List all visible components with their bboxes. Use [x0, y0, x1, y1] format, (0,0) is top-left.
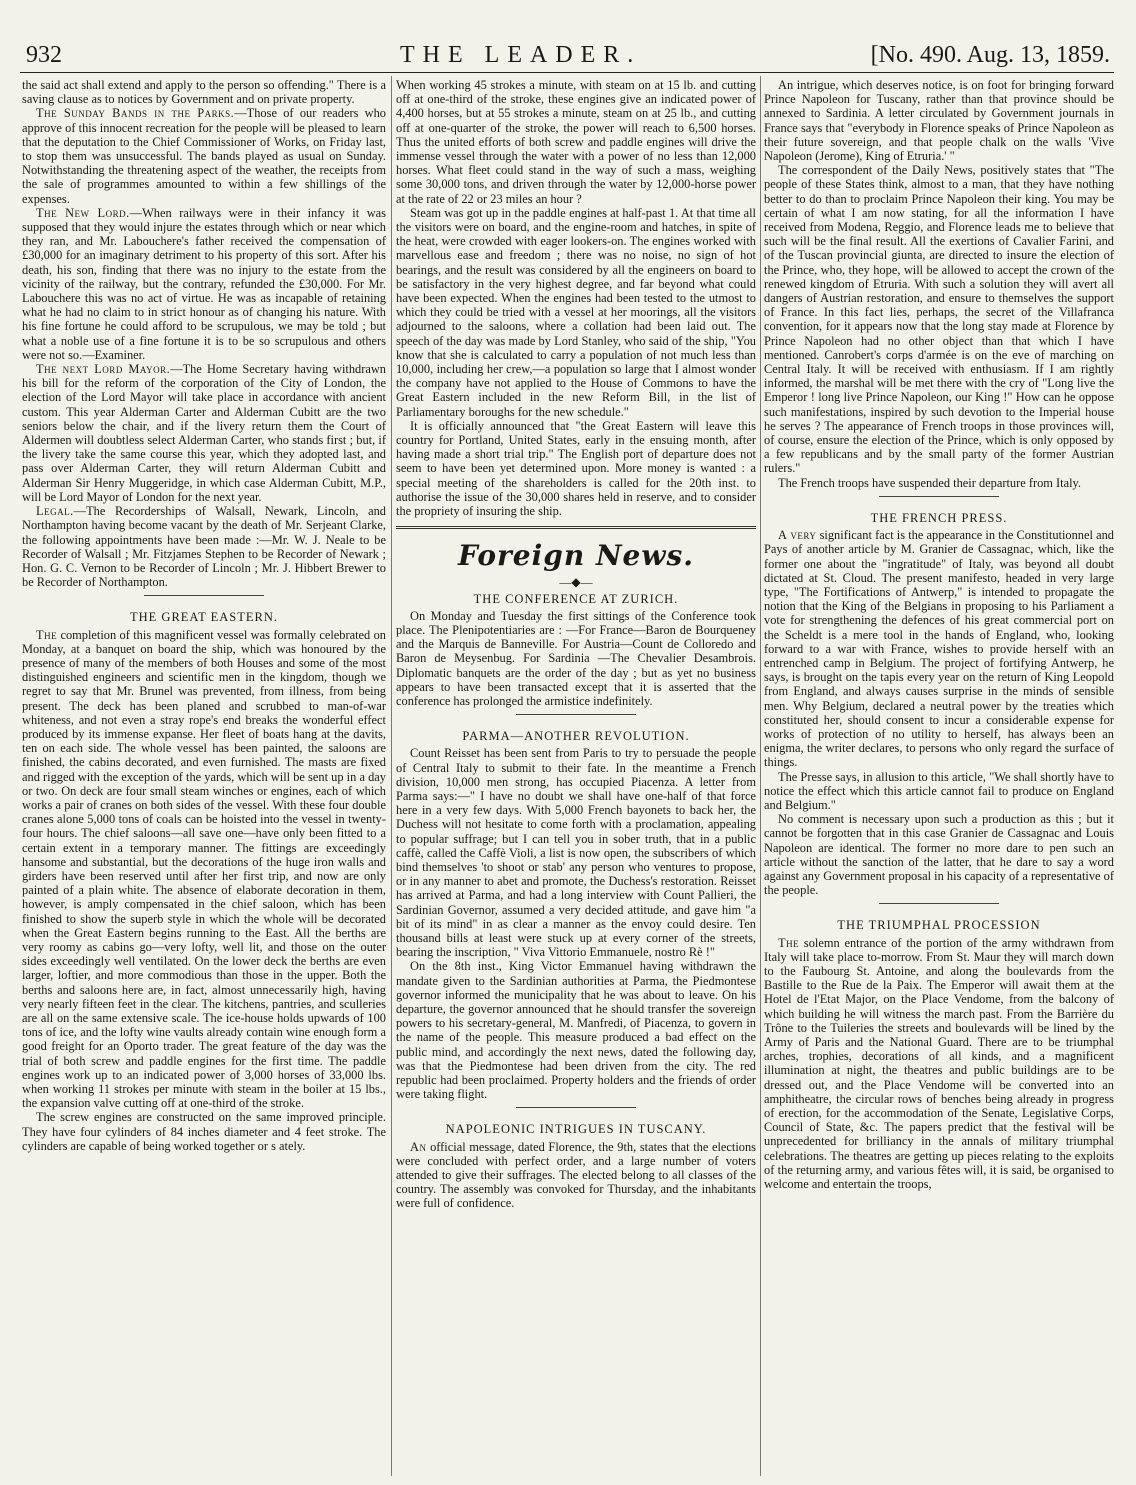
section-heading: THE CONFERENCE AT ZURICH.	[473, 591, 679, 606]
paragraph: The French troops have suspended their departure from Italy.	[778, 475, 1082, 490]
paragraph: The solemn entrance of the portion of the army withdrawn from Italy will take place to-morrow. From St. Maur they will march down to the Faubourg St. Antoine, and along the boulevards from the Bastille to the Rue de la Paix. The Emperor will await them at the Hotel de l'Etat Major, on the Place Vendome, from the balcony of which building he will witness the march past. From the Barrière du Trône to the Tuileries the streets and boulevards will be lined by the Army of Paris and the National Guard. There are to be triumphal arches, trophies, decorations of all kinds, and a magnificent illumination at night, the theatres and public buildings are to be dressed out, and the Place Vendome will be converted into an amphitheatre, the circular rows of benches being already in progress of erection, for the accommodation of the Senate, Legislative Corps, Council of State, &c. The papers predict that the festival will be unprecedented for brilliancy in the annals of military triumphal celebrations. The theatres are getting up pieces relating to the exploits of the returning army, and various fêtes will, it is said, be organised to welcome and entertain the troops,	[764, 935, 1114, 1192]
paragraph: On Monday and Tuesday the first sittings of the Conference took place. The Plenipotentiaries are : —For France—Baron de Bourqueney and the Marquis de Banneville. For Austria—Count de Colloredo and Baron de Meysenbug. For Sardinia —The Chevalier Desambrois. Diplomatic banquets are the order of the day ; but as yet no business appears to have been transacted except that it is asserted that the conference has prolonged the armistice indefinitely.	[396, 608, 756, 708]
section-rule	[396, 526, 756, 529]
column-divider	[760, 76, 761, 1476]
paper-title: THE LEADER.	[400, 42, 642, 68]
run-in-head: The	[36, 627, 58, 642]
section-rule	[879, 496, 999, 497]
paragraph: An intrigue, which deserves notice, is on foot for bringing forward Prince Napoleon for Tuscany, rather than that province should be annexed to Sardinia. A letter circulated by Government journals in France says that "everybody in Florence speaks of Prince Napoleon as their future sovereign, and that people chalk on the walls 'Vive Napoleon (Jerome), King of Etruria.' "	[764, 78, 1114, 164]
run-in-head: The New Lord.	[36, 205, 130, 220]
run-in-head: An	[410, 1139, 427, 1154]
paragraph: The New Lord.—When railways were in their infancy it was supposed that they would injure the estates through which or near which they ran, and Mr. Labouchere's father received the compensation of £30,000 for an imaginary detriment to his property of this sort. After his death, his son, finding that there was no injury to the estate from the vicinity of the railway, but the contrary, refunded the £30,000. For Mr. Labouchere this was no act of virtue. He was as incapable of retaining what he had no claim to in strict honour as of changing his nature. With his fine fortune he could afford to be scrupulous, we may be told ; but what a noble use of a fine fortune it is to be so scrupulous and others were not so.—Examiner.	[22, 205, 386, 362]
paragraph: The completion of this magnificent vessel was formally celebrated on Monday, at a banquet on board the ship, which was honoured by the presence of many of the members of both Houses and some of the most distinguished engineers and scientific men in the kingdom, though we regret to say that Mr. Brunel was prevented, from illness, from being present. The deck has been planed and scrubbed to man-of-war whiteness, and not even a stray rope's end breaks the wonderful effect produced by its immense expanse. Her fleet of boats hang at the davits, ten on each side. The whole vessel has been painted, the saloons are finished, the cabins decorated, and even furnished. The masts are fixed and rigged with the exception of the yards, which will be sent up in a day or two. On deck are four small steam winches or engines, each of which works a pair of cranes on both sides of the vessel. With these four double cranes alone 5,000 tons of coals can be hoisted into the vessel in twenty-four hours. The chief saloons—all save one—have only been fitted to a certain extent in a temporary manner. The fittings are exceedingly hansome and substantial, but the decorations of the huge iron walls and girders have been reserved until after her first trip, and now are only painted of a plain white. The absence of elaborate decoration in them, however, is amply compensated in the chief saloon, which has been finished to show the superb style in which the whole will be decorated when the Great Eastern begins running to the East. All the berths are very roomy as cabins go—very lofty, well lit, and those on the outer sides exceedingly well ventilated. On the lower deck the berths are even larger, loftier, and more commodious than those in the upper. Both the berths and saloons here are, in fact, almost unnecessarily high, having very nearly fifteen feet in the clear. The kitchens, pantries, and sculleries are all on the same extensive scale. The ice-house holds upwards of 100 tons of ice, and the lofty wine vaults already contain wine enough form a good freight for an Oporto trader. The great feature of the day was the trial of both screw and paddle engines for the first time. The paddle engines work up to an indicated power of 3,000 horses of 33,000 lbs. when working 11 strokes per minute with steam in the boiler at 15 lbs., the expansion valve cutting off at one-third of the stroke.	[22, 627, 386, 1111]
run-in-head: The Sunday Bands in the Parks.	[36, 106, 235, 121]
column-2	[396, 78, 756, 1478]
section-heading: THE GREAT EASTERN.	[130, 610, 278, 625]
section-rule	[144, 595, 264, 596]
column-1	[22, 78, 386, 1478]
column-divider	[391, 76, 392, 1476]
run-in-head: Legal.	[36, 504, 74, 519]
run-in-head: The	[778, 935, 800, 950]
paragraph: An official message, dated Florence, the 9th, states that the elections were concluded with perfect order, and a large number of voters attended to give their suffrages. The elected belong to all classes of the country. The assembly was convoked for Thursday, and the inhabitants were full of confidence.	[396, 1139, 756, 1211]
section-heading: NAPOLEONIC INTRIGUES IN TUSCANY.	[445, 1122, 707, 1137]
paragraph: On the 8th inst., King Victor Emmanuel having withdrawn the mandate given to the Sardinian authorities at Parma, the Piedmontese governor informed the municipality that he was about to leave. On his departure, the governor announced that he should transfer the sovereign powers to his secretary-general, M. Manfredi, of Piacenza, to govern in the name of the people. This measure produced a bad effect on the public mind, and accordingly the next news, dated the following day, was that the Piedmontese had been driven from the city. The red republic had been proclaimed. Property holders and the friends of order were taking flight.	[396, 959, 756, 1102]
issue-info: [No. 490. Aug. 13, 1859.	[870, 42, 1110, 68]
paragraph: the said act shall extend and apply to the person so offending." There is a saving clause as to notices by Government and on private property.	[22, 78, 386, 107]
section-rule	[879, 903, 999, 904]
paragraph: Steam was got up in the paddle engines at half-past 1. At that time all the visitors were on board, and the engine-room and hatches, in spite of the heat, were crowded with eager lookers-on. The engines worked with marvellous ease and freedom ; there was no noise, no sign of hot bearings, and the result was considered by all the engineers on board to be satisfactory in the very highest degree, and far beyond what could have been expected. When the engines had been tested to the utmost to which they could be tried with a vessel at her moorings, all the visitors adjourned to the saloons, where a collation had been laid out. The speech of the day was made by Lord Stanley, who said of the ship, "You know that she is calculated to carry a population of not much less than 10,000, including her crew,—a population so large that I almost wonder the company have not applied to the House of Commons to have the Great Eastern included in the new Reform Bill, in the list of Parliamentary boroughs for the new schedule."	[396, 205, 756, 419]
paragraph: The Presse says, in allusion to this article, "We shall shortly have to notice the effect which this article cannot fail to produce on England and Belgium."	[764, 769, 1114, 812]
paragraph: A very significant fact is the appearance in the Constitutionnel and Pays of another article by M. Granier de Cassagnac, which, like the former one about the "ingratitude" of Italy, was beyond all doubt dictated at St. Cloud. The present manifesto, headed in very large type, "The Fortifications of Antwerp," is intended to propagate the notion that the King of the Belgians in proposing to his Parliament a vote for strengthening the defences of his great commercial port on the Scheldt is a mere tool in the hands of England, who, looking forward to a war with France, wishes to provide herself with an entrenched camp in Belgium. The project of fortifying Antwerp, he says, is brought on the tapis every year on the return of King Leopold from England, and always causes surprise in the minds of sensible men. Why Belgium, declared a neutral power by the treaties which constituted her, should consent to incur a considerable expense for works of protection of no utility to herself, has always been an enigma, the writer declares, to persons who only regard the surface of things.	[764, 528, 1114, 770]
paragraph: The next Lord Mayor.—The Home Secretary having withdrawn his bill for the reform of the corporation of the City of London, the election of the Lord Mayor will take place in accordance with ancient custom. This year Alderman Carter and Alderman Cubitt are the two seniors below the chair, and if the livery return them the Court of Aldermen will doubtless select Alderman Carter, who stands first ; but, if the livery take the same course this year, which they adopted last, and pass over Alderman Carter, they will return Alderman Cubitt and Alderman Sir Henry Muggeridge, in which case Alderman Cubitt, M.P., will be Lord Mayor of London for the next year.	[22, 362, 386, 504]
paragraph: No comment is necessary upon such a production as this ; but it cannot be forgotten that in this case Granier de Cassagnac and Louis Napoleon are identical. The former no more dare to pen such an article without the sanction of the latter, that he dare to say a word against any Government proposal in his capacity of a representative of the people.	[764, 812, 1114, 898]
section-rule	[516, 714, 636, 715]
section-heading: THE TRIUMPHAL PROCESSION	[837, 918, 1041, 933]
page-number: 932	[26, 42, 62, 68]
foreign-news-heading: Foreign News.	[458, 539, 694, 573]
paragraph: Count Reisset has been sent from Paris to try to persuade the people of Central Italy to submit to their fate. In the meantime a French division, 10,000 men strong, has occupied Piacenza. A letter from Parma says:—" I have no doubt we shall have one-half of that force here in a very few days. With 5,000 French bayonets to back her, the Duchess will not hesitate to come forth with a proclamation, appealing to popular suffrage; but I can tell you in sober truth, that in a public caffè, called the Caffè Violi, a list is now open, the subscribers of which bind themselves 'to shoot or stab' any person who ventures to propose, or in any manner to abet and promote, the Duchess's restoration. Reisset has arrived at Parma, and had a long interview with Count Pallieri, the Sardinian Governor, assumed a very decided attitude, and gave him "a bit of its mind" in as clear a manner as the envoy could desire. Ten thousand bills at least were stuck up at every corner of the streets, bearing the inscription, " Viva Vittorio Emmanuele, nostro Rè !"	[396, 746, 756, 960]
column-3	[764, 78, 1114, 1478]
run-in-head: A very	[778, 528, 817, 543]
paragraph: The correspondent of the Daily News, positively states that "The people of these States think, almost to a man, that they have nothing better to do than to proclaim Prince Napoleon their king. You may be certain of what I am now stating, for all the information I have received from Modena, Reggio, and Florence leads me to believe that such will be the final result. All the exertions of Cavalier Farini, and of the Tuscan provincial giunta, are directed to insure the election of the Prince, who, they hope, will be allowed to accept the crown of the renewed kingdom of Etruria. With such a solution they will avert all dangers of Austrian restoration, and ensure to themselves the support of France. In this fact lies, perhaps, the secret of the Villafranca convention, for it appears now that the long stay made at Florence by Prince Napoleon had no other object than that which I have mentioned. Canrobert's corps d'armée is on the eve of marching on Central Italy. It will be received with enthusiasm. If I am rightly informed, the marshal will be met there with the cry of "Long live the Emperor ! long live Prince Napoleon, our King !" How can he oppose such manifestations, inspired by such devotion to the Imperial house he serves ? The appearance of French troops in those provinces will, of course, ensure the election of the Prince, which is only opposed by a few republicans and by the small party of the former Austrian rulers."	[764, 163, 1114, 476]
ornament-icon: —◆—	[559, 575, 593, 590]
paragraph: It is officially announced that "the Great Eastern will leave this country for Portland, United States, early in the ensuing month, after having made a short trial trip." The English port of departure does not seem to have been yet determined upon. More money is wanted : a special meeting of the shareholders is called for the 20th inst. to authorise the issue of the 30,000 shares held in reserve, and to consider the propriety of insuring the ship.	[396, 418, 756, 519]
section-heading: PARMA—ANOTHER REVOLUTION.	[462, 729, 690, 744]
run-in-head: The next Lord Mayor.	[36, 362, 171, 377]
paragraph: Legal.—The Recorderships of Walsall, Newark, Lincoln, and Northampton having become vacant by the death of Mr. Serjeant Clarke, the following appointments have been made :—Mr. W. J. Neale to be Recorder of Walsall ; Mr. Fitzjames Stephen to be Recorder of Newark ; Hon. G. C. Vernon to be Recorder of Lincoln ; Mr. J. Hibbert Brewer to be Recorder of Northampton.	[22, 504, 386, 590]
paragraph: When working 45 strokes a minute, with steam on at 15 lb. and cutting off at one-third of the stroke, these engines give an indicated power of 4,400 horses, but at 55 strokes a minute, steam on at 25 lb., and cutting off at one-quarter of the stroke, the power will reach to 6,500 horses. Thus the united efforts of both screw and paddle engines will drive the immense vessel through the water with a power of no less than 12,000 horses. What fleet could stand in the way of such a mass, weighing some 30,000 tons, and driven through the water by 12,000-horse power at the rate of 22 or 23 miles an hour ?	[396, 78, 756, 206]
masthead	[20, 40, 1114, 70]
section-heading: THE FRENCH PRESS.	[870, 510, 1008, 525]
paragraph: The screw engines are constructed on the same improved principle. They have four cylinders of 84 inches diameter and 4 feet stroke. The cylinders are capable of being worked together or s ately.	[22, 1110, 386, 1153]
paragraph: The Sunday Bands in the Parks.—Those of our readers who approve of this innocent recreation for the people will be pleased to learn that the deputation to the Chief Commissioner of Works, on Friday last, to stop them was unsuccessful. The bands played as usual on Sunday. Notwithstanding the threatening aspect of the weather, the receipts from the sale of programmes amounted to within a few shillings of the expenses.	[22, 106, 386, 206]
section-rule	[516, 1107, 636, 1108]
masthead-rule	[20, 72, 1114, 73]
